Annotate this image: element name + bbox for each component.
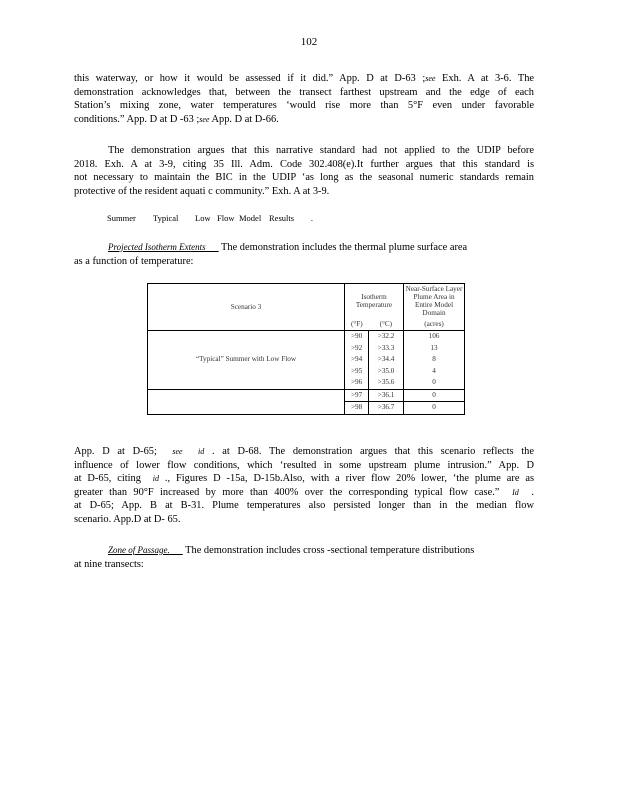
cell-f: >96 (345, 377, 369, 389)
cell-acres: 4 (404, 366, 465, 378)
isotherm-extents-title: Projected Isotherm Extents (108, 242, 206, 252)
p1-line-3: Station’s mixing zone, water temperatures ‘would rise more than 5°F even under favorable (74, 100, 534, 112)
cell-f: >92 (345, 343, 369, 355)
page-number: 102 (300, 36, 318, 48)
cell-c: >34.4 (369, 354, 404, 366)
paragraph-5 (74, 544, 534, 571)
scenario-label: “Typical” Summer with Low Flow (148, 331, 345, 390)
cell-f: >94 (345, 354, 369, 366)
paragraph-2 (74, 144, 534, 198)
p3-line-1: Projected Isotherm Extents The demonstration includes the thermal plume surface area (108, 242, 468, 253)
header-scenario: Scenario 3 (148, 284, 345, 331)
p2-line-3: not necessary to maintain the BIC in the UDIP ‘as long as the seasonal numeric standards remain (74, 172, 534, 184)
cell-c: >36.7 (369, 402, 404, 415)
cell-acres: 0 (404, 377, 465, 389)
cell-c: >33.3 (369, 343, 404, 355)
p2-line-2: 2018. Exh. A at 3-9, citing 35 Ill. Adm. Code 302.408(e).It further argues that this standard is (74, 158, 534, 170)
p4-line-6: scenario. App.D at D- 65. (74, 513, 181, 525)
p4-line-1: App. D at D-65; see id . at D-68. The demonstration argues that this scenario reflects the (74, 446, 534, 457)
p3-line-2: as a function of temperature: (74, 255, 194, 267)
paragraph-4 (74, 445, 534, 527)
p2-line-4: protective of the resident aquati c community.” Exh. A at 3-9. (74, 185, 330, 197)
cell-acres: 0 (404, 389, 465, 402)
cell-c: >35.0 (369, 366, 404, 378)
header-isotherm: Isotherm Temperature (345, 284, 404, 318)
p1-line-4: conditions.” App. D at D -63 ;see App. D at D-66. (74, 113, 279, 125)
cell-f: >98 (345, 402, 369, 415)
p4-line-3: at D-65, citing id ., Figures D -15a, D-15b.Also, with a river flow 20% lower, ‘the plume are as (74, 473, 535, 485)
cell-c: >35.6 (369, 377, 404, 389)
cell-f: >97 (345, 389, 369, 402)
p1-line-1: this waterway, or how it would be assessed if it did.” App. D at D-63 ;see Exh. A at 3-6. The (74, 73, 534, 84)
cell-f: >95 (345, 366, 369, 378)
p5-line-1: Zone of Passage. The demonstration includes cross -sectional temperature distributions (108, 545, 475, 556)
unit-celsius: (°C) (369, 317, 404, 330)
p4-line-2: influence of lower flow conditions, which ‘resulted in some upstream plume intrusion.” App. D (74, 459, 534, 471)
header-plume-area: Near-Surface Layer Plume Area in Entire Model Domain (404, 284, 465, 318)
cell-c: >36.1 (369, 389, 404, 402)
isotherm-table (147, 283, 465, 415)
p4-line-5: at D-65; App. B at B-31. Plume temperatures also persisted longer than in the median flow (74, 500, 534, 512)
cell-acres: 0 (404, 402, 465, 415)
cell-acres: 106 (404, 331, 465, 343)
zone-of-passage-title: Zone of Passage. (108, 545, 170, 555)
cell-f: >90 (345, 331, 369, 343)
p5-line-2: at nine transects: (74, 558, 144, 570)
unit-fahrenheit: (°F) (345, 317, 369, 330)
scenario-label-blank (148, 389, 345, 414)
p4-line-4: greater than 90°F increased by more than 400% over the corresponding typical flow case.” Id . (74, 486, 534, 498)
cell-acres: 13 (404, 343, 465, 355)
section-heading: Summer Typical Low Flow Model Results . (107, 213, 313, 223)
cell-c: >32.2 (369, 331, 404, 343)
unit-acres: (acres) (404, 317, 465, 330)
p1-line-2: demonstration acknowledges that, between the transect farthest upstream and the edge of each (74, 86, 534, 98)
paragraph-3 (74, 241, 534, 268)
p2-line-1: The demonstration argues that this narrative standard had not applied to the UDIP before (108, 145, 534, 156)
cell-acres: 8 (404, 354, 465, 366)
paragraph-1 (74, 72, 534, 126)
